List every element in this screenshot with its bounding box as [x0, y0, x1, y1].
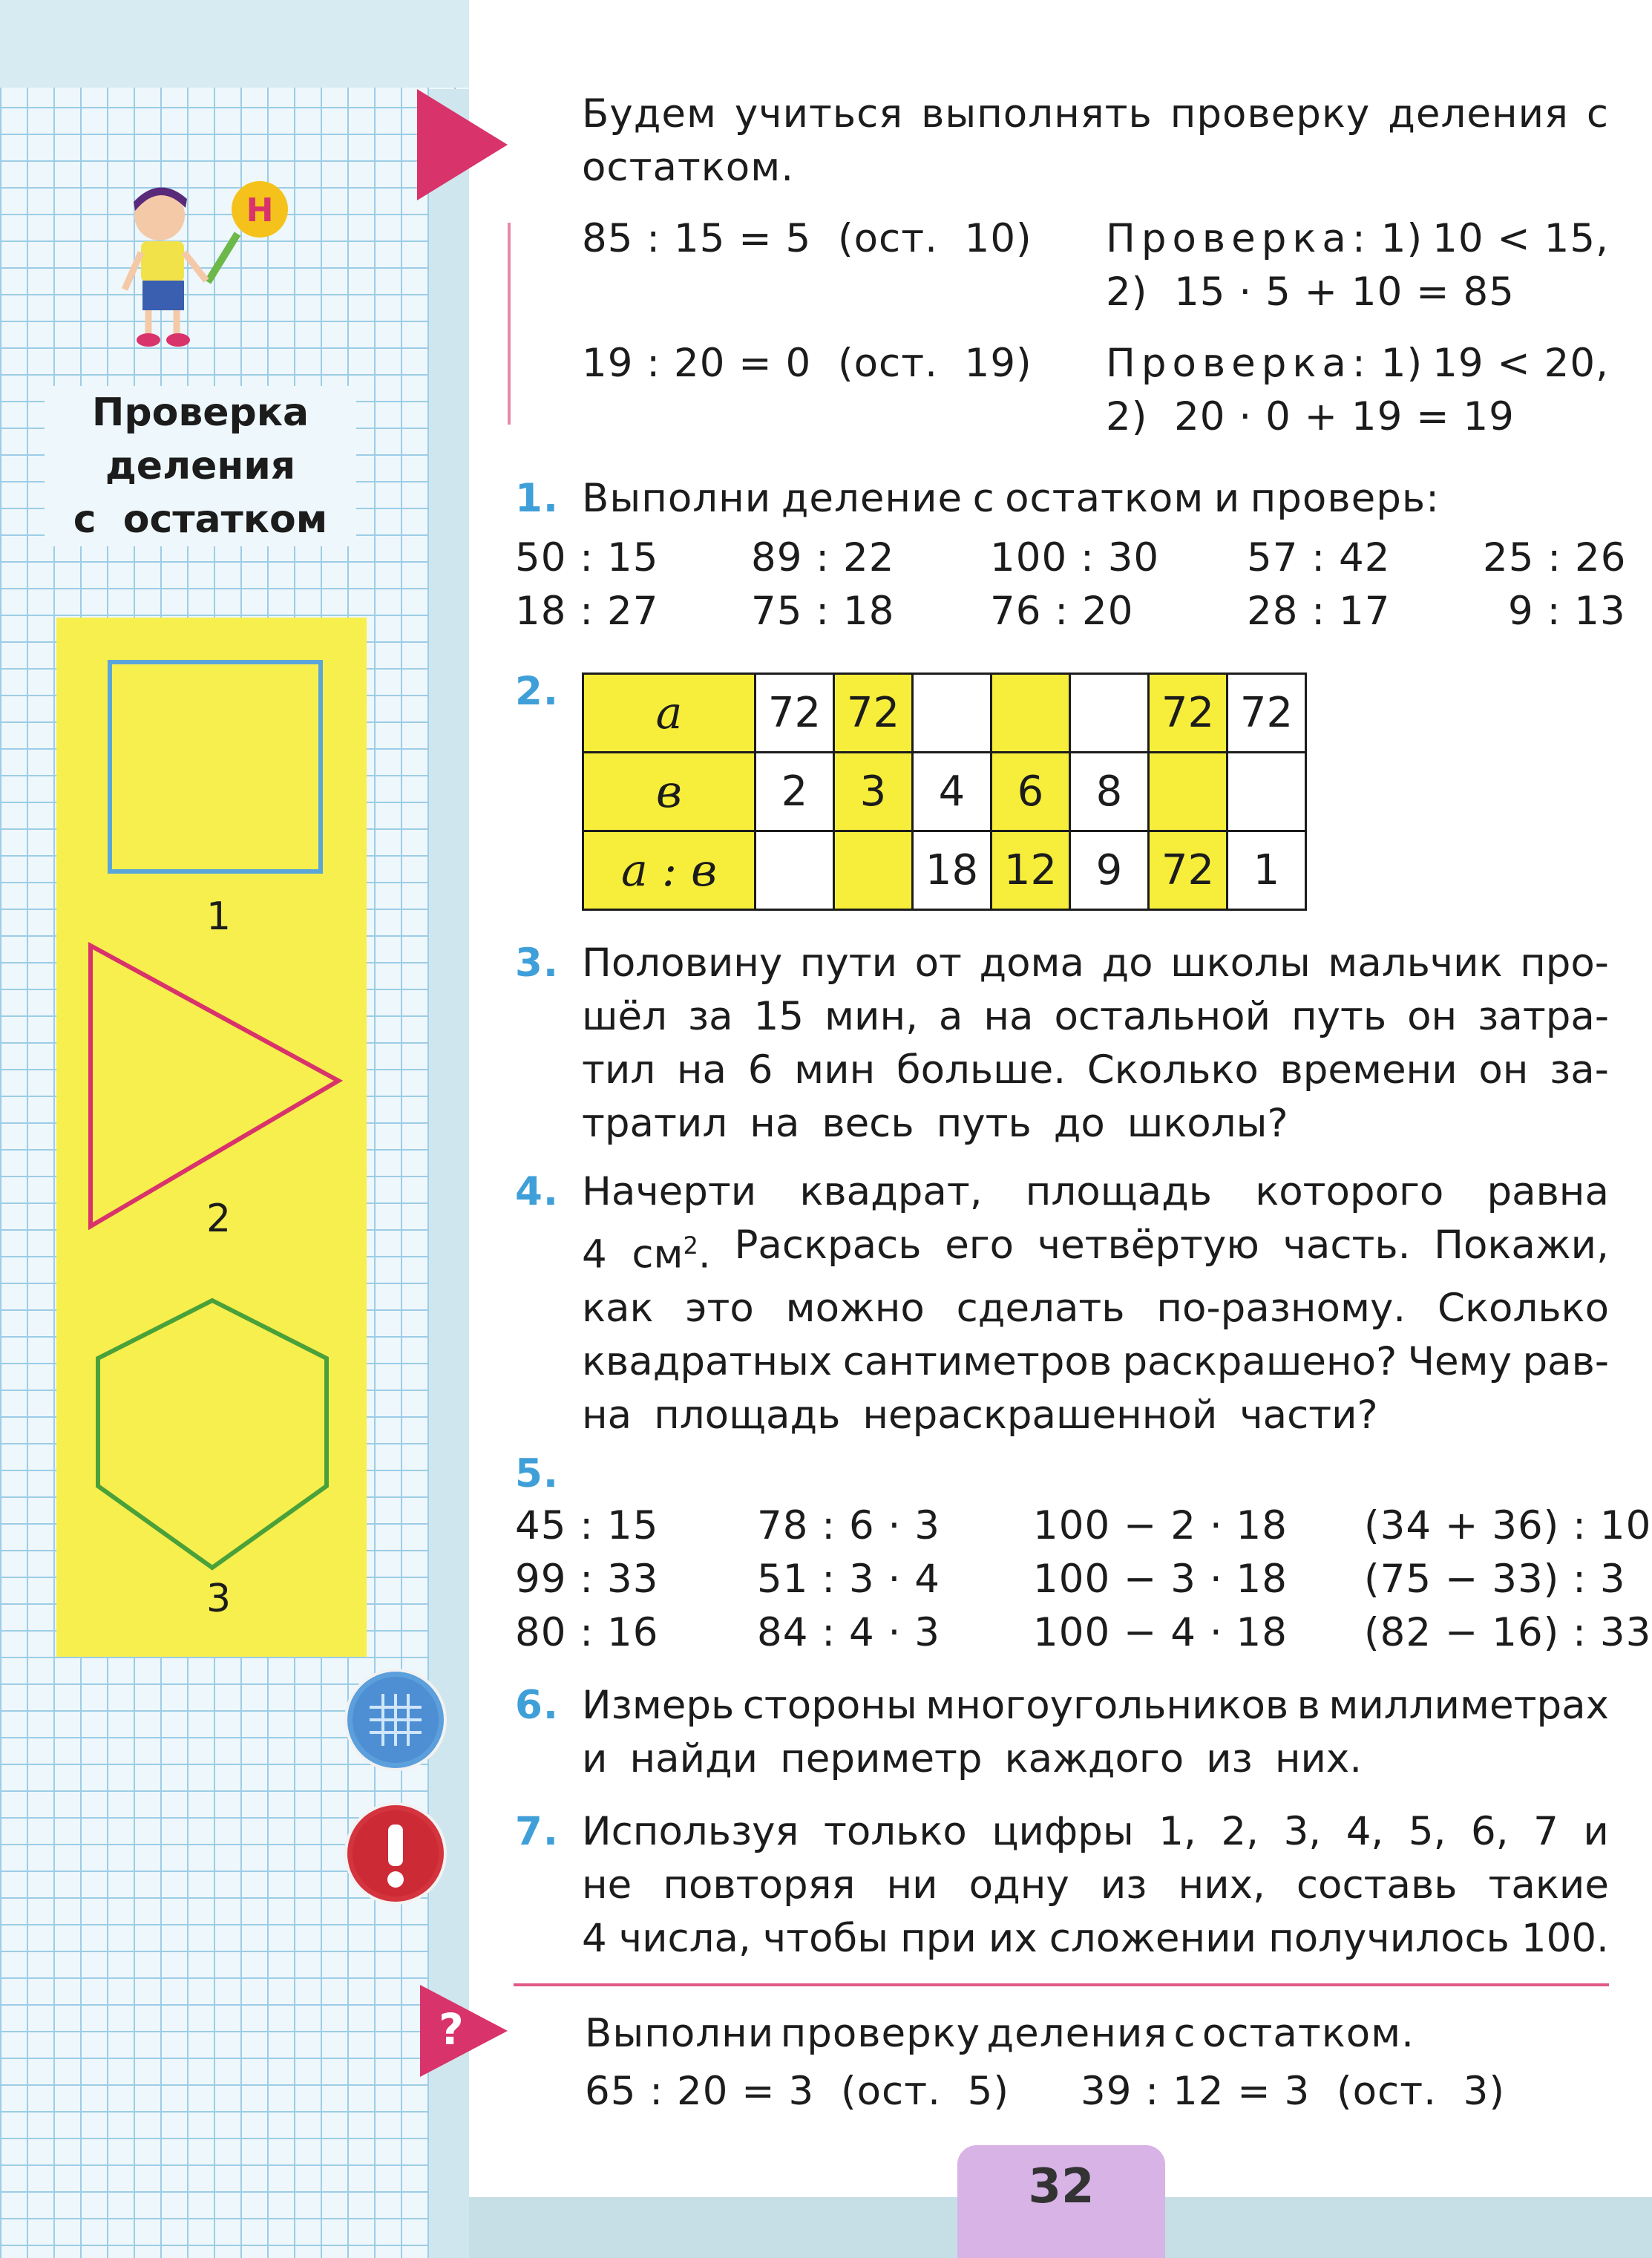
polygons-figure — [56, 618, 367, 1657]
intro-line-2: остатком. — [582, 145, 795, 190]
quiz-task: Выполни проверку деления с остатком. — [585, 2011, 1415, 2056]
exercise-6-text — [582, 1679, 1609, 1786]
table-row — [583, 831, 1306, 910]
text-line: тратил на весь путь до школы? — [582, 1101, 1288, 1146]
example-2-check-line-1: Проверка: 1) 19 < 20, — [1106, 341, 1609, 386]
text-line: шёл за 15 мин, а на остальной путь он затра- — [582, 994, 1609, 1039]
example-1-check-line-2: 2) 15 · 5 + 10 = 85 — [1106, 269, 1515, 315]
exercise-7-number: 7. — [515, 1809, 560, 1854]
table-cell — [913, 674, 991, 753]
sidebar-edge — [429, 89, 469, 2258]
intro-arrow-icon — [417, 89, 514, 200]
exercise-1-task: Выполни деление с остатком и проверь: — [582, 476, 1440, 521]
table-cell — [755, 831, 834, 910]
grid-icon — [347, 1672, 444, 1768]
shape-label-3: 3 — [206, 1577, 232, 1621]
exercise-4-number: 4. — [515, 1169, 560, 1214]
table-cell: 4 — [913, 753, 991, 831]
exercise-6-number: 6. — [515, 1683, 560, 1728]
quiz-equation-1: 65 : 20 = 3 (ост. 5) — [585, 2069, 1010, 2114]
text-line: Половину пути от дома до школы мальчик про- — [582, 940, 1609, 986]
exercise-1-expr: 100 : 30 — [990, 535, 1160, 580]
exercise-1-expr: 89 : 22 — [751, 535, 895, 580]
page-number: 32 — [957, 2145, 1165, 2258]
hexagon-shape — [98, 1300, 327, 1568]
intro-line-1: Будем учиться выполнять проверку деления с — [582, 91, 1609, 137]
mascot-boy-icon — [119, 171, 304, 356]
table-cell: 72 — [1149, 674, 1227, 753]
text-line: на площадь нераскрашенной части? — [582, 1392, 1378, 1438]
table-cell: 6 — [991, 753, 1070, 831]
exercise-5-number: 5. — [515, 1451, 560, 1496]
table-cell: 72 — [834, 674, 913, 753]
svg-text:?: ? — [439, 2004, 464, 2055]
row-label-a: a — [583, 674, 755, 753]
table-cell — [1227, 753, 1306, 831]
topic-title — [45, 386, 356, 546]
topic-title-line: деления — [105, 444, 296, 488]
triangle-shape — [91, 946, 338, 1226]
table-row — [583, 753, 1306, 831]
table-cell — [834, 831, 913, 910]
exercise-2-number: 2. — [515, 669, 560, 714]
exercise-1-expr: 9 : 13 — [1508, 589, 1626, 634]
table-cell: 3 — [834, 753, 913, 831]
table-cell: 72 — [1149, 831, 1227, 910]
table-cell: 18 — [913, 831, 991, 910]
exercise-2-table — [582, 673, 1307, 911]
table-cell: 72 — [755, 674, 834, 753]
sidebar-top-strip — [0, 0, 469, 88]
exercise-1-number: 1. — [515, 476, 560, 521]
exercise-5-column-2: 78 : 6 · 3 51 : 3 · 4 84 : 4 · 3 — [757, 1503, 940, 1655]
text-line: и найди периметр каждого из них. — [582, 1736, 1363, 1781]
table-cell: 8 — [1070, 753, 1149, 831]
shape-label-1: 1 — [206, 894, 232, 939]
exercise-4-text — [582, 1165, 1609, 1442]
question-arrow-icon — [420, 1985, 514, 2077]
example-1-equation: 85 : 15 = 5 (ост. 10) — [582, 216, 1032, 261]
exercise-1-expr: 18 : 27 — [515, 589, 659, 634]
exercise-5-column-4: (34 + 36) : 10 (75 − 33) : 3 (82 − 16) : 33 — [1364, 1503, 1652, 1655]
intro-rule — [508, 223, 511, 425]
text-line: Используя только цифры 1, 2, 3, 4, 5, 6, 7 и — [582, 1809, 1609, 1854]
text-line: 4 $см^2$. Раскрась его четвёртую часть. Покажи, — [582, 1223, 1609, 1277]
example-1-check-line-1: Проверка: 1) 10 < 15, — [1106, 216, 1609, 261]
exercise-1-expr: 25 : 26 — [1483, 535, 1627, 580]
exercise-3-number: 3. — [515, 940, 560, 986]
row-label-b: в — [583, 753, 755, 831]
topic-title-line: с остатком — [73, 497, 328, 542]
exercise-1-expr: 76 : 20 — [990, 589, 1134, 634]
text-line: Измерь стороны многоугольников в миллиметрах — [582, 1683, 1609, 1728]
example-2-check-line-2: 2) 20 · 0 + 19 = 19 — [1106, 394, 1515, 439]
table-cell: 2 — [755, 753, 834, 831]
exercise-1-expr: 75 : 18 — [751, 589, 895, 634]
topic-title-line: Проверка — [91, 390, 309, 435]
exercise-1-expr: 28 : 17 — [1247, 589, 1391, 634]
table-row — [583, 674, 1306, 753]
text-line: как это можно сделать по-разному. Сколько — [582, 1285, 1609, 1331]
shape-label-2: 2 — [206, 1197, 232, 1241]
exclamation-icon — [347, 1805, 444, 1902]
exercise-1-expr: 50 : 15 — [515, 535, 659, 580]
exercise-5-column-1: 45 : 15 99 : 33 80 : 16 — [515, 1503, 659, 1655]
quiz-equation-2: 39 : 12 = 3 (ост. 3) — [1081, 2069, 1506, 2114]
exercise-3-text — [582, 937, 1609, 1151]
text-line: 4 числа, чтобы при их сложении получилось 100. — [582, 1916, 1609, 1961]
row-label-a-div-b: a : в — [583, 831, 755, 910]
table-cell: 12 — [991, 831, 1070, 910]
table-cell — [991, 674, 1070, 753]
exercise-5-column-3: 100 − 2 · 18 100 − 3 · 18 100 − 4 · 18 — [1033, 1503, 1288, 1655]
table-cell — [1070, 674, 1149, 753]
table-cell: 9 — [1070, 831, 1149, 910]
example-2-equation: 19 : 20 = 0 (ост. 19) — [582, 341, 1032, 386]
text-line: Начерти квадрат, площадь которого равна — [582, 1169, 1609, 1214]
text-line: тил на 6 мин больше. Сколько времени он за- — [582, 1047, 1609, 1093]
table-cell: 1 — [1227, 831, 1306, 910]
table-cell — [1149, 753, 1227, 831]
square-shape — [110, 662, 321, 871]
table-cell: 72 — [1227, 674, 1306, 753]
text-line: не повторяя ни одну из них, составь такие — [582, 1862, 1609, 1908]
text-line: квадратных сантиметров раскрашено? Чему рав- — [582, 1338, 1609, 1384]
exercise-7-text — [582, 1805, 1609, 1966]
exercise-1-expr: 57 : 42 — [1247, 535, 1391, 580]
section-divider — [514, 1983, 1609, 1986]
badge-letter: Н — [246, 192, 274, 229]
